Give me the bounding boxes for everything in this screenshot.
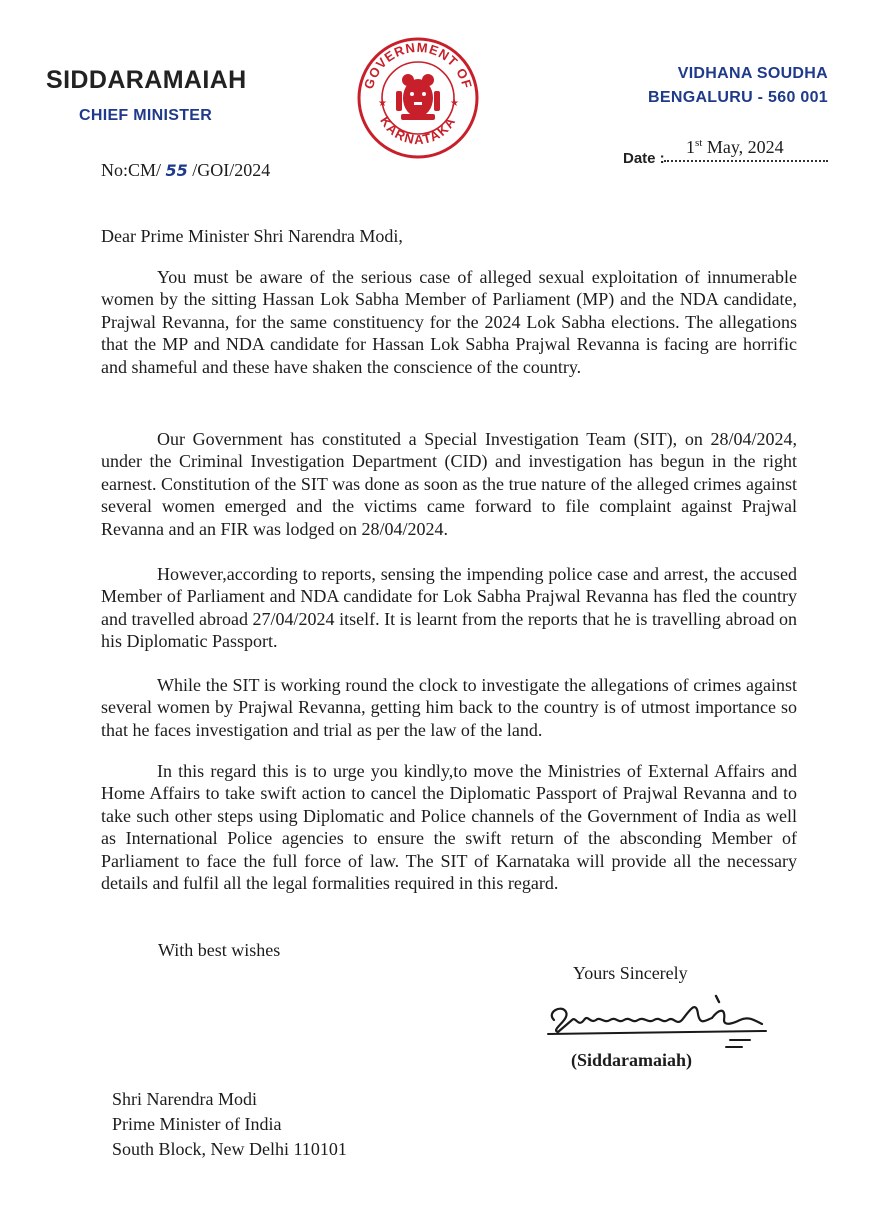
body-paragraph-3: However,according to reports, sensing the impending police case and arrest, the accused Member of Parliament and NDA candidate for Lok Sabha Prajwal Revanna has fled the country and travelled abroad 27/04/2024 itself. It is learnt from the reports that he is travelling abroad on his Diplomatic Passport. <box>101 564 797 652</box>
sign-off: Yours Sincerely <box>573 963 688 983</box>
reference-prefix: No:CM/ <box>101 160 162 180</box>
government-seal-icon <box>356 36 480 160</box>
svg-text:KARNATAKA: KARNATAKA <box>377 113 459 148</box>
recipient-line-2: Prime Minister of India <box>112 1114 282 1134</box>
date-value: 1st May, 2024 <box>686 137 784 157</box>
reference-number <box>101 160 270 181</box>
svg-text:GOVERNMENT OF: GOVERNMENT OF <box>360 39 476 91</box>
handwritten-signature <box>540 990 780 1052</box>
date-ordinal-suffix: st <box>695 137 703 149</box>
office-address <box>648 62 828 110</box>
reference-suffix: /GOI/2024 <box>192 160 271 180</box>
salutation: Dear Prime Minister Shri Narendra Modi, <box>101 226 403 246</box>
closing-wishes: With best wishes <box>158 940 281 960</box>
recipient-line-1: Shri Narendra Modi <box>112 1089 257 1109</box>
body-paragraph-5: In this regard this is to urge you kindly,to move the Ministries of External Affairs and Home Affairs to take swift action to cancel the Diplomatic Passport of Prajwal Revanna and to take such other steps using Diplomatic and Police channels of the Government of India as well as International Police agencies to ensure the swift return of the absconding Member of Parliament to face the full force of law. The SIT of Karnataka will provide all the necessary details and fulfil all the legal formalities required in this regard. <box>101 761 797 894</box>
recipient-address <box>112 1087 347 1162</box>
sender-title: CHIEF MINISTER <box>79 107 213 124</box>
date-dotted-line <box>664 160 828 162</box>
address-line-1: VIDHANA SOUDHA <box>677 65 828 82</box>
sender-name: SIDDARAMAIAH <box>46 66 247 94</box>
svg-text:★: ★ <box>378 98 387 109</box>
date-label: Date : <box>623 150 665 167</box>
signer-name: (Siddaramaiah) <box>571 1050 693 1070</box>
address-line-2: BENGALURU - 560 001 <box>648 89 828 106</box>
body-paragraph-2: Our Government has constituted a Special Investigation Team (SIT), on 28/04/2024, under the Criminal Investigation Department (CID) and investigation has begun in the right earnest. Constitution of the SIT was done as soon as the true nature of the alleged crimes against several women emerged and the victims came forward to file complaint against Prajwal Revanna and an FIR was lodged on 28/04/2024. <box>101 429 797 539</box>
recipient-line-3: South Block, New Delhi 110101 <box>112 1139 347 1159</box>
body-paragraph-4: While the SIT is working round the clock to investigate the allegations of crimes against several women by Prajwal Revanna, getting him back to the country is of utmost importance so that he faces investigation and trial as per the law of the land. <box>101 675 797 740</box>
body-paragraph-1: You must be aware of the serious case of alleged sexual exploitation of innumerable women by the sitting Hassan Lok Sabha Member of Parliament (MP) and the NDA candidate, Prajwal Revanna, for the same constituency for the 2024 Lok Sabha elections. The allegations that the MP and NDA candidate for Hassan Lok Sabha Prajwal Revanna is facing are horrific and shameful and these have shaken the conscience of the country. <box>101 267 797 377</box>
svg-text:★: ★ <box>450 98 459 109</box>
reference-handwritten-number: 55 <box>165 161 188 180</box>
